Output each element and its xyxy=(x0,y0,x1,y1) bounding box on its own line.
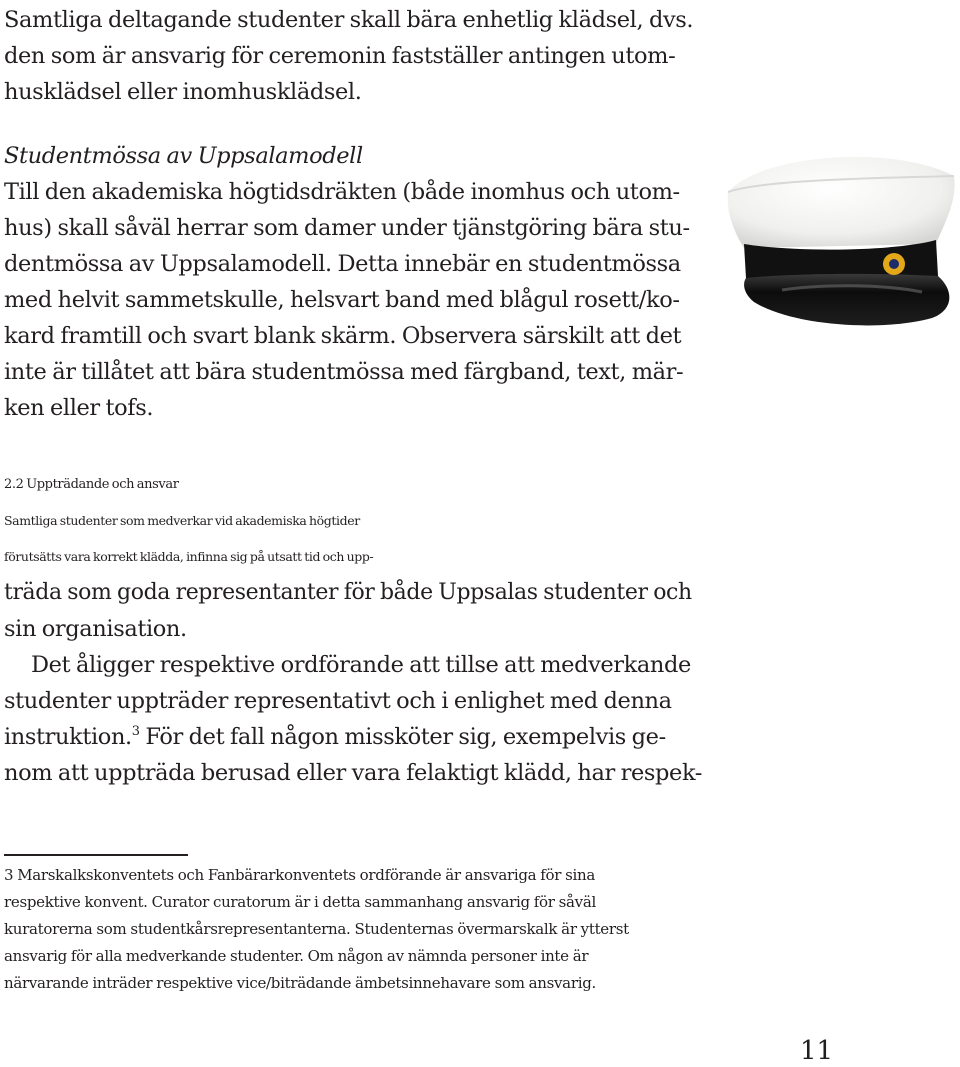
footnote-line: kuratorerna som studentkårsrepresentanterna. Studenternas övermarskalk är ytterst xyxy=(4,920,629,938)
text-line: dentmössa av Uppsalamodell. Detta innebär en studentmössa xyxy=(4,251,681,277)
text-line: studenter uppträder representativt och i enlighet med denna xyxy=(4,688,672,714)
text-line: Samtliga deltagande studenter skall bära enhetlig klädsel, dvs. xyxy=(4,7,694,33)
text-line: sin organisation. xyxy=(4,616,187,642)
text-line: ken eller tofs. xyxy=(4,395,154,421)
text-line: hus) skall såväl herrar som damer under tjänstgöring bära stu- xyxy=(4,215,690,241)
footnote-divider xyxy=(4,854,188,856)
student-cap-icon xyxy=(722,140,960,354)
text-fragment: För det fall någon missköter sig, exempelvis ge- xyxy=(139,724,666,750)
text-line: nom att uppträda berusad eller vara felaktigt klädd, har respek- xyxy=(4,760,702,786)
text-line: Till den akademiska högtidsdräkten (både inomhus och utom- xyxy=(4,179,680,205)
footnote-line: 3 Marskalkskonventets och Fanbärarkonventets ordförande är ansvariga för sina xyxy=(4,866,595,884)
text-line xyxy=(4,719,702,755)
cap-paragraph xyxy=(4,138,690,426)
text-line: med helvit sammetskulle, helsvart band med blågul rosett/ko- xyxy=(4,287,680,313)
intro-paragraph xyxy=(4,2,693,110)
text-line: den som är ansvarig för ceremonin fastställer antingen utom- xyxy=(4,43,676,69)
page-number: 11 xyxy=(800,1036,834,1066)
text-line: kard framtill och svart blank skärm. Observera särskilt att det xyxy=(4,323,682,349)
text-line: inte är tillåtet att bära studentmössa med färgband, text, mär- xyxy=(4,359,684,385)
text-fragment: instruktion. xyxy=(4,724,132,750)
footnote-line: respektive konvent. Curator curatorum är i detta sammanhang ansvarig för såväl xyxy=(4,893,596,911)
section-2-2 xyxy=(4,467,702,791)
text-line: träda som goda representanter för både Uppsalas studenter och xyxy=(4,580,692,605)
section-heading: 2.2 Uppträdande och ansvar xyxy=(4,477,179,492)
text-line: förutsätts vara korrekt klädda, infinna sig på utsatt tid och upp- xyxy=(4,549,374,564)
footnote-reference[interactable]: 3 xyxy=(131,724,140,739)
footnote-line: ansvarig för alla medverkande studenter. Om någon av nämnda personer inte är xyxy=(4,947,589,965)
text-line: Det åligger respektive ordförande att tillse att medverkande xyxy=(31,652,691,678)
cap-subheading: Studentmössa av Uppsalamodell xyxy=(4,143,363,169)
footnote-line: närvarande inträder respektive vice/biträdande ämbetsinnehavare som ansvarig. xyxy=(4,974,596,992)
footnotes xyxy=(4,862,629,997)
text-line: Samtliga studenter som medverkar vid akademiska högtider xyxy=(4,513,360,528)
text-line: husklädsel eller inomhusklädsel. xyxy=(4,79,362,105)
